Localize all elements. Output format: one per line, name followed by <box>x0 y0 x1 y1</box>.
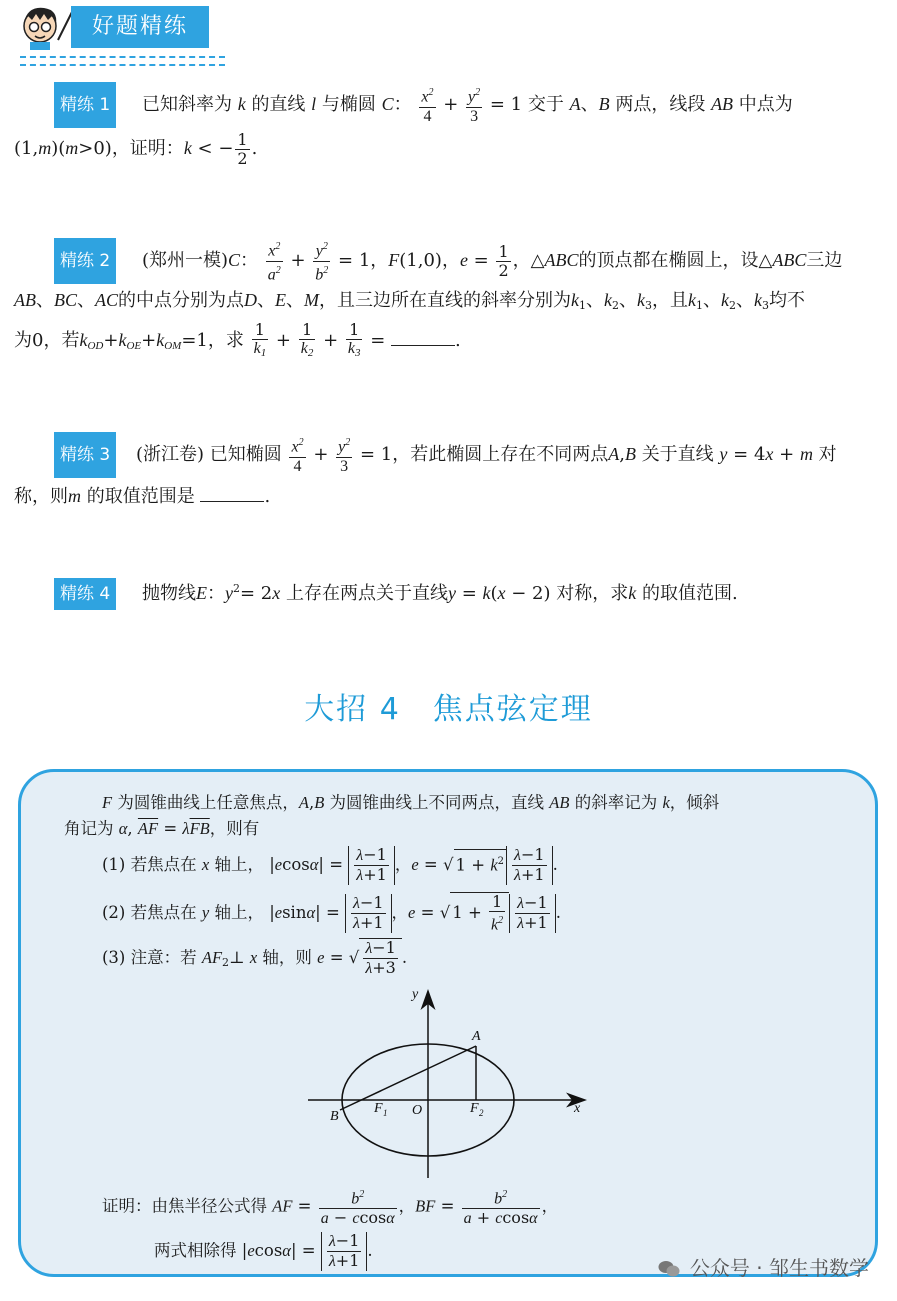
label-f1: F <box>374 1101 383 1116</box>
ellipse-figure <box>300 982 600 1182</box>
wechat-icon <box>658 1259 680 1277</box>
label-b: B <box>330 1109 339 1124</box>
problem-label: 精练 1 <box>54 82 116 128</box>
proof-line-2: 两式相除得 |ecosα| = $\frac{\lambda-1}{\lambda+1}$ . <box>154 1231 373 1270</box>
teacher-avatar-icon <box>14 2 76 52</box>
header-divider <box>20 64 225 66</box>
label-f1-sub: 1 <box>383 1108 388 1118</box>
label-y: y <box>412 987 419 1002</box>
problem-label: 精练 3 <box>54 432 116 478</box>
problem-label: 精练 2 <box>54 238 116 284</box>
problem-2: 精练 2 (郑州一模)C： $\frac{x^2}{a^2}$ + $\frac{y^2}{b^2}$ = 1，F(1,0)，e = $\frac{1}{2}$ ，△ABC的顶点都在椭圆上，设△ABC三边 AB、BC、AC的中点分别为点D、E、M，且三边所在直线的斜率分别为$k_1$、$k_2$、$k_3$，且$k_1$、$k_2$、$k_3$均不 为0，若$k_{OD}+k_{OE}+k_{OM}=1$，求 $\frac{1}{k_1}$ + $\frac{1}{k_2}$ + $\frac{1}{k_3}$ = . <box>14 238 884 362</box>
problem-3: 精练 3 (浙江卷) 已知椭圆 $\frac{x^2}{4}$ + $\frac{y^2}{3}$ = 1，若此椭圆上存在不同两点A,B 关于直线 y = 4x + m 对 称，则m 的取值范围是 . <box>14 432 884 516</box>
theorem-line-1: F 为圆锥曲线上任意焦点，A,B 为圆锥曲线上不同两点，直线 AB 的斜率记为 k，倾斜 <box>102 793 720 812</box>
header-divider <box>20 56 225 58</box>
proof-line-1: 证明：由焦半径公式得 AF = $\frac{b^2}{a - ccos\alpha}$ ，BF = $\frac{b^2}{a + ccos\alpha}$ ， <box>102 1186 558 1228</box>
watermark: 公众号 · 邹生书数学 <box>658 1252 869 1281</box>
label-o: O <box>412 1103 423 1118</box>
theorem-item-1: (1) 若焦点在 x 轴上， |ecosα| = $\frac{\lambda-1}{\lambda+1}$ ，e = √ $1 + k^2$ $\frac{\lambda-1}{\lambda+1}$ . <box>102 845 558 884</box>
answer-blank[interactable] <box>200 487 264 502</box>
answer-blank[interactable] <box>391 331 455 346</box>
problem-1: 精练 1 已知斜率为 k 的直线 l 与椭圆 C： $\frac{x^2}{4}$ + $\frac{y^2}{3}$ = 1 交于 A、B 两点，线段 AB 中点为 (1,m)(m>0)，证明：k < − $\frac{1}{2}$ . <box>14 82 884 170</box>
theorem-item-2: (2) 若焦点在 y 轴上， |esinα| = $\frac{\lambda-1}{\lambda+1}$ ，e = √ 1 + $\frac{1}{k^2}$ $\frac{\lambda-1}{\lambda+1}$ . <box>102 892 561 934</box>
theorem-item-3: (3) 注意：若 $AF_2\perp$ x 轴，则 e = √ $\frac{\lambda-1}{\lambda+3}$ . <box>102 938 408 977</box>
theorem-line-2: 角记为 α, $\overline{AF} = \lambda\overline{FB}$，则有 <box>64 819 260 838</box>
problem-4: 精练 4 抛物线E：$y^2= 2x$ 上存在两点关于直线y = k(x − 2) 对称，求k 的取值范围. <box>14 574 884 604</box>
section-title: 大招 4 焦点弦定理 <box>304 692 593 727</box>
label-a: A <box>472 1029 481 1044</box>
label-f2-sub: 2 <box>479 1108 484 1118</box>
label-x: x <box>574 1101 581 1116</box>
label-f2: F <box>470 1101 479 1116</box>
header-badge: 好题精练 <box>71 6 209 48</box>
problem-label: 精练 4 <box>54 578 116 610</box>
